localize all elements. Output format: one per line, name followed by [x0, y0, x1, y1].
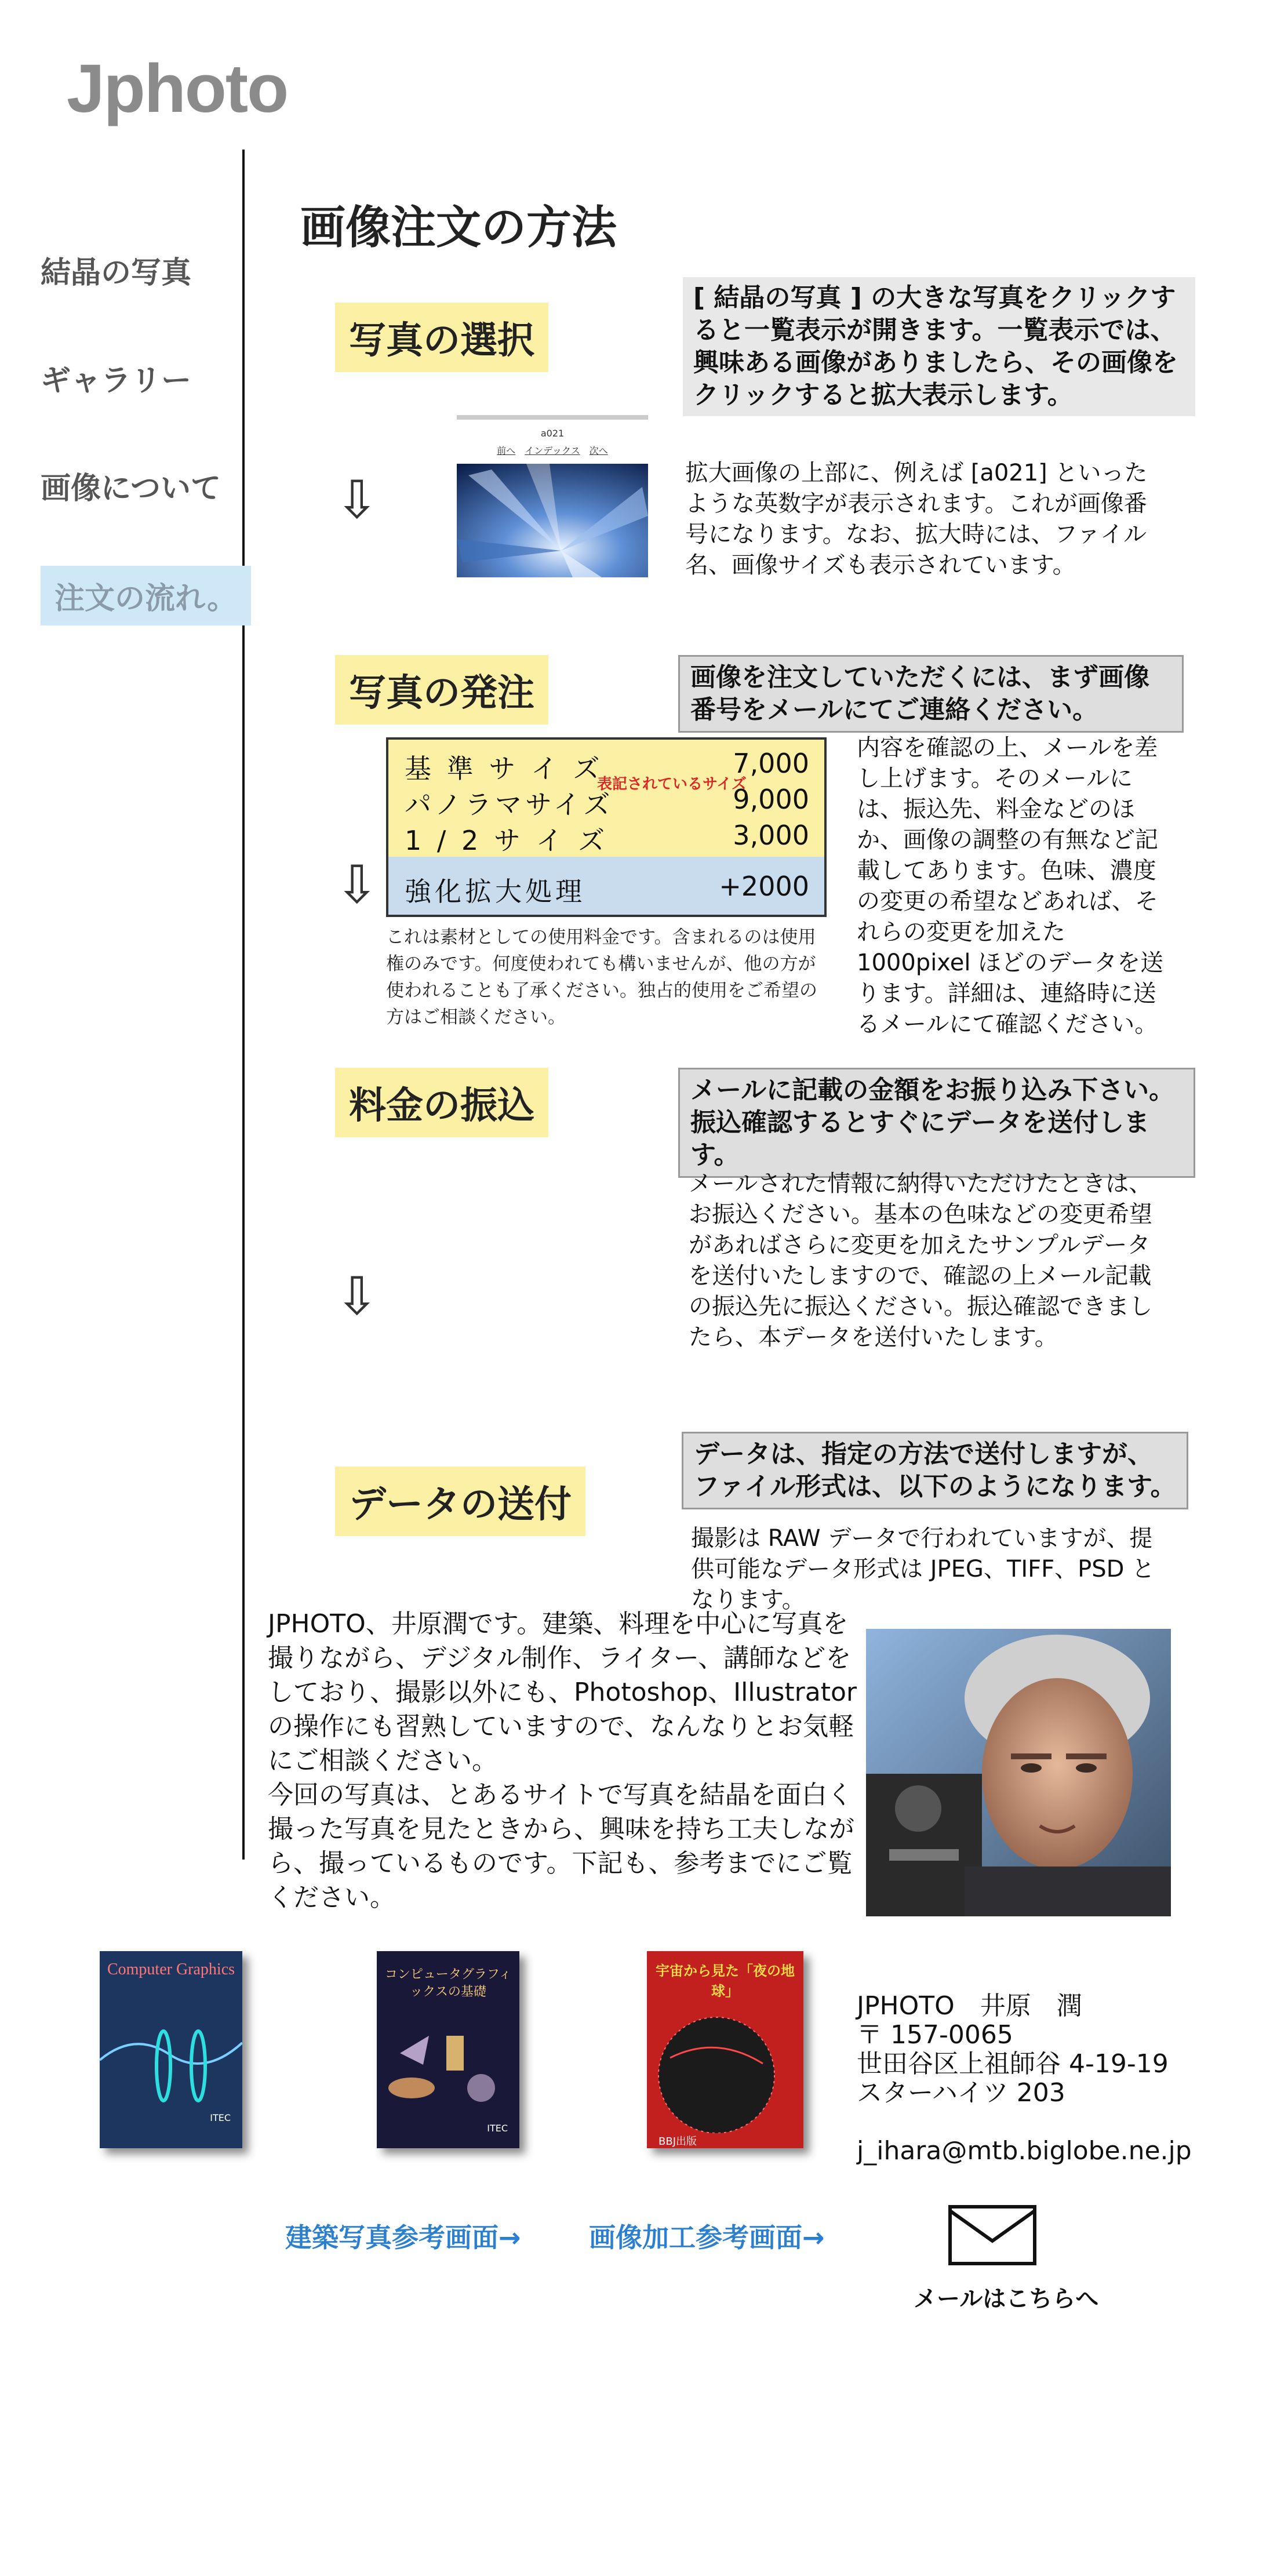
nav-item-order-flow[interactable]: 注文の流れ。	[41, 566, 251, 625]
down-arrow-icon: ⇩	[335, 854, 379, 915]
page-title: 画像注文の方法	[300, 202, 617, 254]
price-value: 3,000	[733, 820, 809, 851]
contact-building: スターハイツ 203	[857, 2078, 1065, 2108]
step-select-box: [ 結晶の写真 ] の大きな写真をクリックすると一覧表示が開きます。一覧表示では、興味ある画像がありましたら、その画像をクリックすると拡大表示します。	[683, 277, 1195, 416]
step-order-text: 内容を確認の上、メールを差し上げます。そのメールには、振込先、料金などのほか、画像の調整の有無など記載してあります。色味、濃度の変更の希望などあれば、それらの変更を加えた 1000pixel ほどのデータを送ります。詳細は、連絡時に送るメールにて確認ください。	[857, 734, 1164, 1038]
step-delivery-text: 撮影は RAW データで行われていますが、提供可能なデータ形式は JPEG、TIFF、PSD となります。	[691, 1525, 1155, 1613]
contact-address: 世田谷区上祖師谷 4-19-19	[857, 2049, 1169, 2079]
nav-item-gallery[interactable]: ギャラリー	[41, 363, 192, 398]
down-arrow-icon: ⇩	[335, 1266, 379, 1327]
contact-block	[857, 1992, 1192, 2166]
contact-email[interactable]: j_ihara@mtb.biglobe.ne.jp	[857, 2136, 1192, 2166]
crystal-thumbnail-image[interactable]	[457, 464, 648, 577]
book-publisher: BBJ出版	[658, 2135, 697, 2148]
thumbnail-preview	[457, 415, 648, 576]
image-processing-link[interactable]: 画像加工参考画面→	[589, 2222, 825, 2253]
step-select-label: 写真の選択	[335, 303, 548, 372]
book-title: 宇宙から見た「夜の地球」	[656, 1963, 795, 1999]
step-payment-text: メールされた情報に納得いただけたときは、お振込ください。基本の色味などの変更希望があればさらに変更を加えたサンプルデータを送付いたしますので、確認の上メール記載の振込先に振込ください。振込確認できましたら、本データを送付いたします。	[689, 1170, 1152, 1351]
book-publisher: ITEC	[487, 2123, 508, 2134]
price-value: 9,000	[733, 784, 809, 815]
nav-item-crystal-photos[interactable]: 結晶の写真	[41, 256, 192, 290]
price-value: +2000	[719, 871, 809, 902]
sidebar-divider	[242, 150, 245, 1860]
thumbnail-index-link[interactable]: インデックス	[525, 445, 580, 456]
price-special-row	[388, 857, 824, 915]
step-order-box: 画像を注文していただくには、まず画像番号をメールにてご連絡ください。	[678, 655, 1184, 733]
price-name: パノラマサイズ	[405, 789, 614, 820]
step-payment-box: メールに記載の金額をお振り込み下さい。振込確認するとすぐにデータを送付します。	[678, 1068, 1195, 1178]
size-note: 表記されているサイズ	[597, 776, 747, 793]
book-publisher: ITEC	[210, 2112, 231, 2123]
contact-name: JPHOTO 井原 潤	[857, 1991, 1082, 2021]
thumbnail-prev-link[interactable]: 前へ	[497, 445, 516, 456]
step-payment-label: 料金の振込	[335, 1068, 548, 1137]
book-cover[interactable]	[100, 1951, 242, 2148]
price-name: 強化拡大処理	[405, 876, 585, 907]
envelope-icon[interactable]	[948, 2205, 1036, 2265]
nav-item-about-images[interactable]: 画像について	[41, 471, 221, 506]
step-order-label: 写真の発注	[335, 655, 548, 725]
thumbnail-id: a021	[540, 428, 565, 439]
price-name: 基 準 サ イ ズ	[405, 753, 603, 784]
step-delivery-label: データの送付	[335, 1467, 585, 1536]
book-title: コンピュータグラフィックスの基礎	[384, 1967, 512, 1999]
architecture-photo-link[interactable]: 建築写真参考画面→	[285, 2222, 521, 2253]
thumbnail-next-link[interactable]: 次へ	[589, 445, 608, 456]
book-cover[interactable]	[647, 1951, 803, 2148]
contact-zip: 〒 157-0065	[857, 2020, 1013, 2050]
down-arrow-icon: ⇩	[335, 470, 379, 530]
price-value: 7,000	[733, 748, 809, 779]
step-select-text: 拡大画像の上部に、例えば [a021] といったような英数字が表示されます。これが画像番号になります。なお、拡大時には、ファイル名、画像サイズも表示されています。	[685, 460, 1148, 578]
price-name: 1 / 2 サ イ ズ	[405, 825, 609, 856]
book-cover[interactable]	[377, 1951, 519, 2148]
mail-link-label[interactable]: メールはこちらへ	[914, 2286, 1099, 2312]
price-note: これは素材としての使用料金です。含まれるのは使用権のみです。何度使われても構いませんが、他の方が使われることも了承ください。独占的使用をご希望の方はご相談ください。	[386, 927, 817, 1028]
price-table	[386, 737, 827, 917]
site-logo[interactable]: Jphoto	[67, 50, 288, 127]
step-delivery-box: データは、指定の方法で送付しますが、ファイル形式は、以下のようになります。	[682, 1432, 1188, 1509]
profile-photo	[866, 1629, 1171, 1916]
intro-text: JPHOTO、井原潤です。建築、料理を中心に写真を撮りながら、デジタル制作、ライター、講師などをしており、撮影以外にも、Photoshop、Illustrator の操作にも習熟していますので、なんなりとお気軽にご相談ください。 今回の写真は、とあるサイトで写真を結晶を面白く撮った写真を見たときから、興味を持ち工夫しながら、撮っているものです。下記も、参考までにご覧ください。	[268, 1609, 857, 1912]
book-title: Computer Graphics	[107, 1960, 235, 1978]
